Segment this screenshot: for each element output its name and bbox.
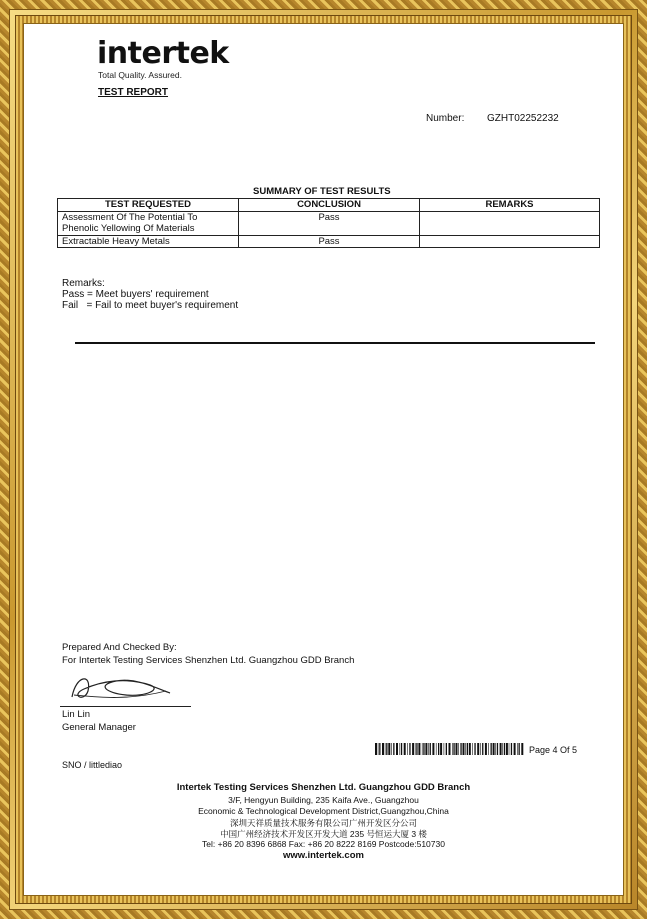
results-table <box>57 198 600 248</box>
barcode-bar <box>497 743 498 755</box>
document-page <box>23 23 624 896</box>
barcode-bar <box>416 743 417 755</box>
barcode-bar <box>474 743 475 755</box>
barcode-bar <box>418 743 420 755</box>
cell-test: Extractable Heavy Metals <box>58 235 239 248</box>
barcode-bar <box>404 743 406 755</box>
barcode-bar <box>438 743 439 755</box>
page-number: Page 4 Of 5 <box>529 745 578 755</box>
cell-conclusion: Pass <box>239 235 420 248</box>
barcode-bar <box>407 743 408 755</box>
header-test-requested: TEST REQUESTED <box>58 199 239 212</box>
barcode-bar <box>422 743 423 755</box>
footer-website: www.intertek.com <box>283 850 364 861</box>
report-title: TEST REPORT <box>98 87 169 98</box>
cell-remarks <box>420 235 600 248</box>
signer-name: Lin Lin <box>62 709 90 720</box>
barcode-bar <box>488 743 489 755</box>
divider-rule <box>75 342 595 344</box>
barcode-bar <box>491 743 492 755</box>
barcode-bar <box>428 743 429 755</box>
barcode-bar <box>375 743 377 755</box>
barcode-bar <box>409 743 410 755</box>
prepared-for-company: For Intertek Testing Services Shenzhen Ltd. Guangzhou GDD Branch <box>62 655 355 666</box>
remark-pass: Pass = Meet buyers' requirement <box>62 289 209 300</box>
barcode-bar <box>379 743 380 755</box>
intertek-logo: intertek <box>97 36 229 71</box>
barcode-bar <box>388 743 390 755</box>
barcode-bar <box>425 743 427 755</box>
barcode-bar <box>485 743 487 755</box>
logo-tagline: Total Quality. Assured. <box>98 70 182 80</box>
report-number-value: GZHT02252232 <box>487 113 559 124</box>
footer-chinese-name: 深圳天祥质量技术服务有限公司广州开发区分公司 <box>229 818 417 828</box>
barcode-bar <box>415 743 416 755</box>
remarks-label <box>62 278 238 311</box>
footer-address-1: 3/F, Hengyun Building, 235 Kaifa Ave., Guangzhou <box>228 795 419 805</box>
barcode-bar <box>480 743 481 755</box>
barcode-bar <box>458 743 459 755</box>
barcode-bar <box>412 743 414 755</box>
header-conclusion: CONCLUSION <box>239 199 420 212</box>
barcode-bar <box>495 743 496 755</box>
barcode-bar <box>482 743 483 755</box>
signature-line <box>60 706 191 707</box>
summary-title: SUMMARY OF TEST RESULTS <box>253 186 391 197</box>
report-number-label: Number: <box>426 113 465 124</box>
barcode-bar <box>469 743 471 755</box>
signature-image <box>66 667 176 705</box>
footer-contact: Tel: +86 20 8396 6868 Fax: +86 20 8222 8169 Postcode:510730 <box>202 839 445 849</box>
remarks-heading: Remarks: <box>62 278 105 289</box>
barcode-bar <box>382 743 384 755</box>
barcode-bar <box>465 743 466 755</box>
cell-conclusion: Pass <box>239 211 420 235</box>
barcode-bar <box>444 743 445 755</box>
barcode-bar <box>436 743 437 755</box>
barcode-bar <box>477 743 479 755</box>
barcode-bar <box>500 743 502 755</box>
barcode-bar <box>423 743 424 755</box>
barcode-bar <box>446 743 447 755</box>
barcode-bar <box>453 743 454 755</box>
signer-title: General Manager <box>62 722 136 733</box>
barcode-bar <box>493 743 495 755</box>
barcode-bar <box>452 743 453 755</box>
header-remarks: REMARKS <box>420 199 600 212</box>
barcode-bar <box>519 743 520 755</box>
footer-company: Intertek Testing Services Shenzhen Ltd. Guangzhou GDD Branch <box>176 782 471 793</box>
barcode-bar <box>521 743 523 755</box>
table-row <box>58 211 600 235</box>
barcode-bar <box>393 743 394 755</box>
barcode-bar <box>506 743 508 755</box>
barcode-bar <box>456 743 458 755</box>
barcode-bar <box>460 743 461 755</box>
table-row <box>58 235 600 248</box>
table-header-row <box>58 199 600 212</box>
barcode-bar <box>440 743 442 755</box>
prepared-by-label: Prepared And Checked By: <box>62 642 177 653</box>
barcode-bar <box>378 743 379 755</box>
barcode-bar <box>514 743 516 755</box>
barcode-bar <box>396 743 398 755</box>
barcode-bar <box>467 743 468 755</box>
barcode-bar <box>517 743 518 755</box>
barcode-bar <box>400 743 401 755</box>
barcode-bar <box>504 743 505 755</box>
cell-test: Assessment Of The Potential To Phenolic Yellowing Of Materials <box>58 211 239 235</box>
barcode-bar <box>430 743 431 755</box>
serial-number: SNO / littlediao <box>62 760 123 770</box>
barcode-bar <box>511 743 512 755</box>
barcode-bar <box>463 743 465 755</box>
barcode-bar <box>509 743 510 755</box>
barcode-image <box>375 743 525 755</box>
barcode-bar <box>449 743 451 755</box>
barcode-bar <box>502 743 503 755</box>
footer-address-2: Economic & Technological Development District,Guangzhou,China <box>198 806 449 816</box>
footer-chinese-address: 中国广州经济技术开发区开发大道 235 号恒运大厦 3 楼 <box>220 829 427 839</box>
cell-remarks <box>420 211 600 235</box>
barcode-bar <box>386 743 387 755</box>
barcode-bar <box>472 743 473 755</box>
barcode-bar <box>385 743 386 755</box>
remark-fail: Fail = Fail to meet buyer's requirement <box>62 300 239 311</box>
barcode-bar <box>432 743 434 755</box>
barcode-bar <box>401 743 402 755</box>
barcode-bar <box>391 743 392 755</box>
